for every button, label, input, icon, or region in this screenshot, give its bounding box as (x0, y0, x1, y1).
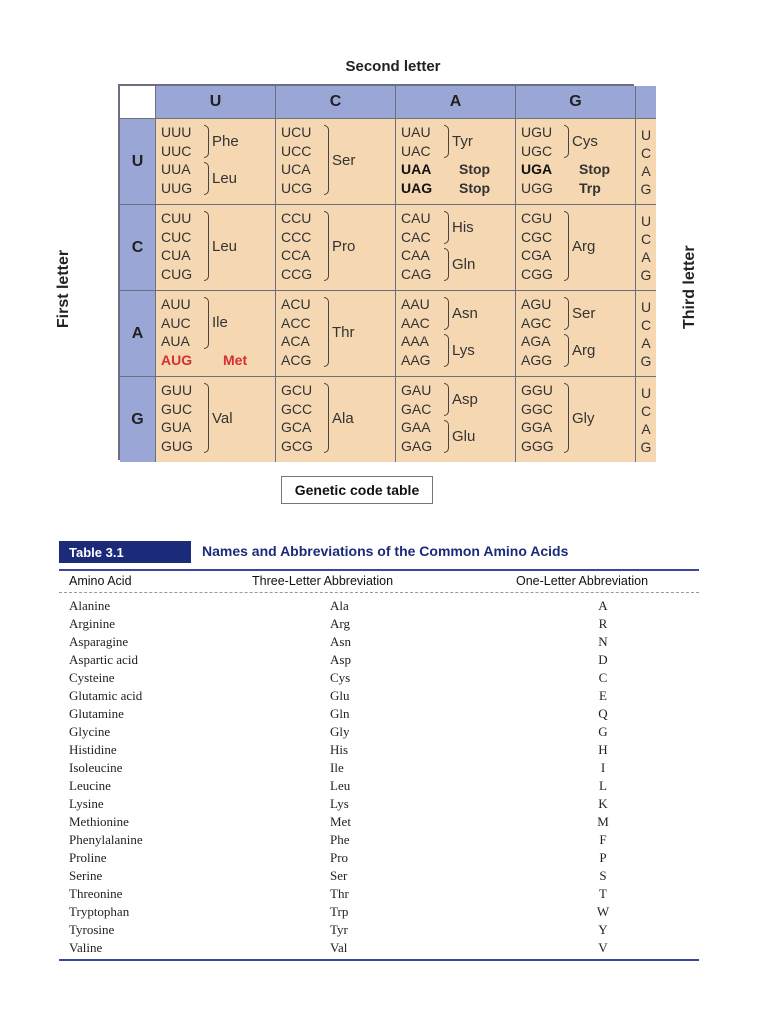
amino-acid-label: Arg (572, 237, 596, 255)
table-row (59, 814, 699, 832)
amino-acid-label: His (452, 219, 474, 236)
one-letter-abbr: E (599, 688, 607, 703)
codon-text: CAG (401, 265, 432, 282)
second-letter-u: U (155, 86, 275, 118)
codon-text: CCA (281, 247, 311, 263)
amino-acid-label: Ser (332, 151, 356, 169)
one-letter-abbr: F (599, 832, 607, 847)
brace-icon (324, 211, 329, 281)
table-badge: Table 3.1 (59, 541, 191, 563)
amino-acid-label: Ser (572, 305, 596, 322)
three-letter-abbr: Ala (330, 598, 349, 613)
amino-acid-name: Serine (69, 868, 103, 883)
amino-acid-label: Thr (332, 323, 355, 341)
three-letter-abbr: Gly (330, 724, 350, 739)
first-letter-a: A (120, 290, 155, 376)
third-letter: C (640, 402, 652, 419)
codon-text: AGU (521, 296, 552, 312)
three-letter-abbr: Arg (330, 616, 350, 631)
codon-text: CGG (521, 265, 553, 282)
codon-line (401, 160, 513, 179)
amino-acid-name: Leucine (69, 778, 111, 793)
amino-acid-label: Leu (212, 237, 238, 255)
three-letter-abbr: Leu (330, 778, 351, 793)
second-letter-g: G (515, 86, 635, 118)
table-row (59, 598, 699, 616)
table-row (59, 634, 699, 652)
amino-acid-label: Leu (212, 170, 238, 187)
amino-acid-group (564, 334, 595, 367)
brace-icon (564, 125, 569, 158)
three-letter-abbr: Val (330, 940, 348, 955)
amino-acid-group (444, 383, 478, 416)
amino-acid-name: Threonine (69, 886, 123, 901)
codon-text: CGU (521, 210, 553, 226)
brace-icon (444, 383, 449, 416)
codon-text: AUG (161, 351, 193, 368)
genetic-code-grid (118, 84, 652, 460)
three-letter-abbr: Glu (330, 688, 350, 703)
amino-acid-name: Alanine (69, 598, 111, 613)
amino-acid-name: Tryptophan (69, 904, 130, 919)
codon-text: AGG (521, 351, 553, 368)
codon-text: GGA (521, 419, 553, 435)
codon-text: GCA (281, 419, 312, 435)
codon-text: UUG (161, 179, 193, 196)
codon-text: CUC (161, 228, 192, 245)
third-letter: C (640, 316, 652, 333)
brace-icon (444, 420, 449, 453)
codon-text: UCC (281, 142, 312, 159)
brace-icon (444, 125, 449, 158)
brace-icon (444, 334, 449, 367)
table-title: Names and Abbreviations of the Common Amino Acids (202, 543, 569, 559)
amino-acid-group (204, 125, 239, 158)
table-row (59, 616, 699, 634)
amino-acid-name: Histidine (69, 742, 117, 757)
one-letter-abbr: I (600, 760, 606, 775)
codon-cell (275, 204, 395, 290)
amino-acid-label: Ile (212, 314, 228, 332)
codon-text: GUG (161, 437, 193, 454)
col-header-one-letter: One-Letter Abbreviation (516, 574, 649, 588)
codon-text: AAC (401, 314, 430, 331)
third-letter-column (635, 204, 656, 290)
third-letter: U (640, 384, 652, 401)
one-letter-abbr: C (598, 670, 608, 685)
codon-text: CAC (401, 228, 431, 245)
one-letter-abbr: K (598, 796, 608, 811)
codon-text: AGC (521, 314, 552, 331)
table-row (59, 904, 699, 922)
table-row (59, 832, 699, 850)
codon-text: UGG (521, 179, 553, 196)
third-letter: A (641, 420, 651, 437)
codon-text: CGC (521, 228, 553, 245)
codon-text: AUA (161, 333, 190, 349)
brace-icon (204, 211, 209, 281)
third-letter: G (640, 352, 652, 369)
brace-icon (444, 297, 449, 330)
three-letter-abbr: Ser (330, 868, 348, 883)
brace-icon (204, 383, 209, 453)
brace-icon (444, 248, 449, 281)
codon-text: UUU (161, 124, 192, 140)
third-letter: G (640, 266, 652, 283)
codon-text: GAU (401, 382, 432, 398)
codon-cell (515, 204, 635, 290)
third-letter: U (640, 212, 652, 229)
table-row (59, 868, 699, 886)
three-letter-abbr: Tyr (330, 922, 348, 937)
third-letter: C (640, 144, 652, 161)
amino-acid-group (444, 420, 475, 453)
grid-corner (120, 86, 155, 118)
amino-acid-label: Tyr (452, 133, 473, 150)
genetic-code-caption: Genetic code table (281, 476, 433, 504)
brace-icon (444, 211, 449, 244)
codon-note: Stop (579, 161, 611, 177)
first-letter-g: G (120, 376, 155, 462)
amino-acid-group (444, 334, 475, 367)
codon-cell (275, 118, 395, 204)
amino-acid-name: Isoleucine (69, 760, 123, 775)
one-letter-abbr: A (598, 598, 608, 613)
codon-cell (515, 118, 635, 204)
three-letter-abbr: Cys (330, 670, 351, 685)
amino-acid-label: Ala (332, 409, 354, 427)
amino-acid-name: Valine (69, 940, 103, 955)
codon-cell (515, 290, 635, 376)
third-letter: A (641, 162, 651, 179)
codon-text: AGA (521, 333, 551, 349)
amino-acid-label: Phe (212, 133, 239, 150)
col-header-three-letter: Three-Letter Abbreviation (252, 574, 394, 588)
codon-text: GAC (401, 400, 432, 417)
brace-icon (204, 125, 209, 158)
codon-text: ACA (281, 333, 310, 349)
three-letter-abbr: His (330, 742, 349, 757)
amino-acid-label: Lys (452, 342, 475, 359)
codon-cell (395, 290, 515, 376)
brace-icon (564, 334, 569, 367)
codon-text: GUU (161, 382, 193, 398)
codon-cell (155, 204, 275, 290)
codon-cell (155, 376, 275, 462)
amino-acid-name: Methionine (69, 814, 129, 829)
amino-acid-name: Glycine (69, 724, 111, 739)
amino-acid-group (444, 248, 475, 281)
codon-text: UUA (161, 161, 191, 177)
one-letter-abbr: D (598, 652, 608, 667)
one-letter-abbr: R (598, 616, 608, 631)
first-letter-label: First letter (55, 249, 72, 329)
codon-text: UGC (521, 142, 553, 159)
amino-acid-group (324, 383, 354, 453)
codon-cell (275, 376, 395, 462)
second-letter-c: C (275, 86, 395, 118)
codon-text: CAU (401, 210, 431, 226)
amino-acid-label: Asn (452, 305, 478, 322)
one-letter-abbr: H (598, 742, 608, 757)
codon-cell (155, 290, 275, 376)
codon-text: AUU (161, 296, 191, 312)
amino-acid-name: Cysteine (69, 670, 115, 685)
amino-acid-group (204, 297, 228, 349)
codon-text: UAG (401, 179, 433, 196)
codon-text: GCC (281, 400, 313, 417)
codon-text: UAU (401, 124, 431, 140)
amino-acid-name: Arginine (69, 616, 115, 631)
codon-line (521, 160, 633, 179)
third-letter: A (641, 248, 651, 265)
one-letter-abbr: P (599, 850, 607, 865)
one-letter-abbr: M (597, 814, 609, 829)
codon-line (401, 179, 513, 198)
codon-text: GAA (401, 419, 431, 435)
three-letter-abbr: Trp (330, 904, 349, 919)
codon-line (161, 351, 273, 370)
table-row (59, 940, 699, 958)
amino-acid-group (564, 211, 595, 281)
three-letter-abbr: Met (330, 814, 351, 829)
amino-acid-name: Glutamic acid (69, 688, 143, 703)
amino-acid-name: Asparagine (69, 634, 129, 649)
table-row (59, 922, 699, 940)
amino-acid-label: Gly (572, 409, 595, 427)
codon-text: CUG (161, 265, 193, 282)
amino-acid-group (564, 125, 598, 158)
codon-text: UGU (521, 124, 553, 140)
table-row (59, 670, 699, 688)
one-letter-abbr: G (598, 724, 608, 739)
codon-text: GCU (281, 382, 313, 398)
codon-text: CCC (281, 228, 312, 245)
amino-acid-group (444, 125, 473, 158)
second-letter-a: A (395, 86, 515, 118)
codon-text: UUC (161, 142, 192, 159)
one-letter-abbr: Q (598, 706, 608, 721)
codon-cell (395, 118, 515, 204)
amino-acid-label: Asp (452, 391, 478, 408)
one-letter-abbr: T (599, 886, 607, 901)
amino-acid-label: Gln (452, 256, 476, 273)
three-letter-abbr: Gln (330, 706, 350, 721)
amino-acid-group (564, 297, 595, 330)
codon-text: GUA (161, 419, 192, 435)
codon-text: GGG (521, 437, 554, 454)
brace-icon (564, 211, 569, 281)
table-row (59, 706, 699, 724)
table-row (59, 760, 699, 778)
codon-note: Stop (459, 161, 491, 177)
codon-text: UGA (521, 161, 553, 177)
amino-table-header (59, 541, 699, 563)
codon-text: UCA (281, 161, 311, 177)
codon-text: AAG (401, 351, 431, 368)
brace-icon (564, 297, 569, 330)
amino-acid-group (204, 211, 237, 281)
codon-text: CCG (281, 265, 313, 282)
table-top-rule (59, 569, 699, 571)
brace-icon (204, 297, 209, 349)
codon-text: UAA (401, 161, 432, 177)
amino-acid-label: Glu (452, 428, 476, 445)
amino-acid-label: Cys (572, 133, 598, 150)
third-letter-label: Third letter (681, 245, 698, 329)
table-row (59, 796, 699, 814)
third-letter: G (640, 438, 652, 455)
codon-text: CUA (161, 247, 191, 263)
codon-text: ACG (281, 351, 312, 368)
codon-text: AAU (401, 296, 430, 312)
codon-cell (515, 376, 635, 462)
codon-text: AAA (401, 333, 430, 349)
codon-text: CCU (281, 210, 312, 226)
table-row (59, 742, 699, 760)
codon-cell (155, 118, 275, 204)
amino-acid-label: Val (212, 409, 233, 427)
amino-acid-group (564, 383, 595, 453)
codon-note: Met (223, 351, 248, 368)
amino-acid-group (204, 383, 233, 453)
amino-acid-group (444, 211, 474, 244)
three-letter-abbr: Pro (330, 850, 349, 865)
amino-acid-group (444, 297, 478, 330)
codon-text: GGC (521, 400, 553, 417)
third-letter-column (635, 118, 656, 204)
first-letter-c: C (120, 204, 155, 290)
brace-icon (324, 297, 329, 367)
codon-text: GUC (161, 400, 193, 417)
table-row (59, 688, 699, 706)
one-letter-abbr: N (598, 634, 608, 649)
one-letter-abbr: Y (598, 922, 608, 937)
codon-cell (275, 290, 395, 376)
amino-table-body (59, 598, 699, 958)
brace-icon (324, 383, 329, 453)
brace-icon (204, 162, 209, 195)
codon-text: UAC (401, 142, 431, 159)
amino-acid-label: Pro (332, 237, 356, 255)
table-row (59, 886, 699, 904)
table-row (59, 778, 699, 796)
codon-text: AUC (161, 314, 191, 331)
third-letter: U (640, 126, 652, 143)
one-letter-abbr: L (599, 778, 607, 793)
one-letter-abbr: S (599, 868, 607, 883)
one-letter-abbr: W (596, 904, 610, 919)
amino-acid-name: Tyrosine (69, 922, 115, 937)
third-letter: C (640, 230, 652, 247)
table-header-divider (59, 592, 699, 593)
codon-line (521, 179, 633, 198)
codon-text: CGA (521, 247, 552, 263)
third-letter: U (640, 298, 652, 315)
third-letter-column (635, 290, 656, 376)
three-letter-abbr: Asn (330, 634, 351, 649)
codon-text: ACC (281, 314, 311, 331)
three-letter-abbr: Phe (330, 832, 350, 847)
table-bottom-rule (59, 959, 699, 961)
amino-acid-name: Lysine (69, 796, 104, 811)
codon-text: GCG (281, 437, 313, 454)
codon-text: CUU (161, 210, 192, 226)
codon-cell (395, 376, 515, 462)
first-letter-u: U (120, 118, 155, 204)
three-letter-abbr: Ile (330, 760, 344, 775)
third-letter-header-blank (635, 86, 656, 118)
table-row (59, 850, 699, 868)
amino-acid-name: Phenylalanine (69, 832, 143, 847)
amino-acid-group (204, 162, 237, 195)
codon-note: Trp (579, 179, 601, 196)
amino-acid-group (324, 125, 355, 195)
amino-acid-label: Arg (572, 342, 596, 359)
table-row (59, 724, 699, 742)
third-letter: G (640, 180, 652, 197)
three-letter-abbr: Thr (330, 886, 349, 901)
amino-acid-name: Aspartic acid (69, 652, 138, 667)
genetic-code-title: Second letter (345, 58, 441, 75)
third-letter: A (641, 334, 651, 351)
three-letter-abbr: Asp (330, 652, 351, 667)
codon-text: UCG (281, 179, 313, 196)
codon-text: GAG (401, 437, 433, 454)
col-header-amino-acid: Amino Acid (69, 574, 132, 588)
codon-text: ACU (281, 296, 311, 312)
codon-cell (395, 204, 515, 290)
amino-acid-group (324, 297, 355, 367)
brace-icon (324, 125, 329, 195)
three-letter-abbr: Lys (330, 796, 349, 811)
one-letter-abbr: V (598, 940, 608, 955)
amino-acid-name: Glutamine (69, 706, 124, 721)
amino-acid-name: Proline (69, 850, 107, 865)
codon-text: GGU (521, 382, 553, 398)
table-row (59, 652, 699, 670)
brace-icon (564, 383, 569, 453)
third-letter-column (635, 376, 656, 462)
codon-text: CAA (401, 247, 430, 263)
codon-note: Stop (459, 179, 491, 196)
amino-acid-group (324, 211, 355, 281)
codon-text: UCU (281, 124, 312, 140)
